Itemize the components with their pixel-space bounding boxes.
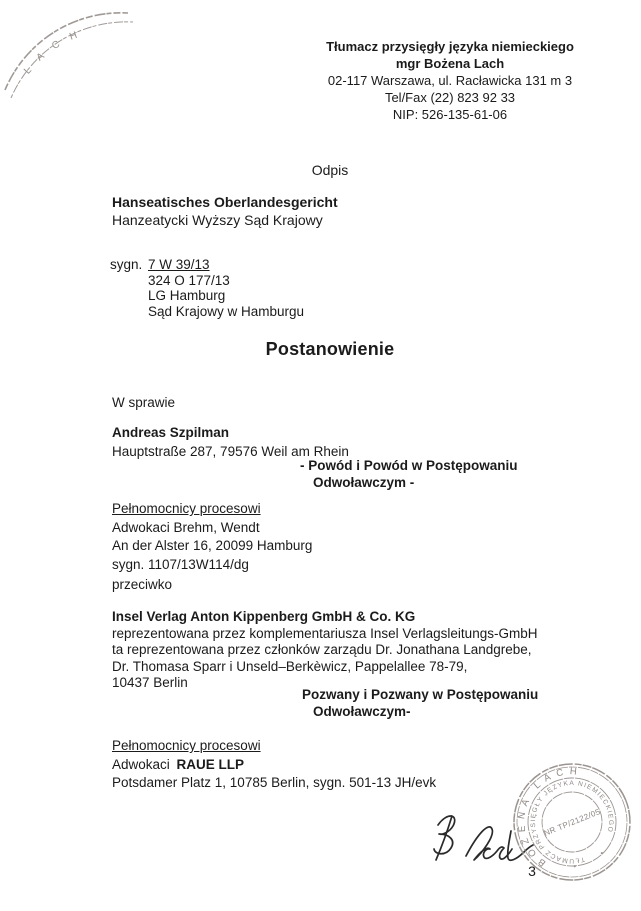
signature-stroke-b2 <box>434 816 455 854</box>
translator-name: mgr Bożena Lach <box>395 56 505 71</box>
plaintiff-counsel-block <box>112 500 312 574</box>
defendant-counsel-firm: RAUE LLP <box>176 756 245 772</box>
corner-stamp-text: LACH <box>22 25 91 77</box>
plaintiff-block <box>112 424 349 461</box>
defendant-role-line2: Odwoławczym- <box>313 703 411 719</box>
defendant-city: 10437 Berlin <box>112 675 188 690</box>
stamp-dot-right <box>600 852 603 855</box>
translator-title: Tłumacz przysięgły języka niemieckiego <box>326 39 574 54</box>
plaintiff-role <box>300 458 518 491</box>
round-stamp-inner-text: TŁUMACZ PRZYSIĘGŁY JĘZYKA NIEMIECKIEGO <box>529 779 615 865</box>
plaintiff-counsel-name: Adwokaci Brehm, Wendt <box>112 519 260 535</box>
stamp-dot-left <box>573 865 576 868</box>
plaintiff-role-line1: - Powód i Powód w Postępowaniu <box>300 458 518 473</box>
plaintiff-address: Hauptstraße 287, 79576 Weil am Rhein <box>112 443 349 459</box>
defendant-counsel-address: Potsdamer Platz 1, 10785 Berlin, sygn. 501-13 JH/evk <box>112 775 437 790</box>
defendant-block <box>112 609 537 692</box>
court-name-polish: Hanzeatycki Wyższy Sąd Krajowy <box>112 212 323 228</box>
case-reference-2: 324 O 177/13 <box>148 272 230 288</box>
translator-nip: NIP: 526-135-61-06 <box>392 107 508 122</box>
case-reference-3: LG Hamburg <box>148 288 226 303</box>
defendant-rep-line2: ta reprezentowana przez członków zarządu Dr. Jonathana Landgrebe, <box>112 642 532 657</box>
page-number: 3 <box>528 863 536 879</box>
plaintiff-counsel-ref: sygn. 1107/13W114/dg <box>112 556 249 572</box>
corner-stamp <box>2 4 137 104</box>
defendant-rep-line1: reprezentowana przez komplementariusza Insel Verlagsleitungs-GmbH <box>112 625 538 641</box>
round-stamp-center-text: NR TP/2122/05 <box>542 807 602 838</box>
court-name-german: Hanseatisches Oberlandesgericht <box>112 194 338 210</box>
defendant-role-line1: Pozwany i Pozwany w Postępowaniu <box>302 687 539 702</box>
defendant-rep-line3: Dr. Thomasa Sparr i Unseld–Berkèwicz, Pappelallee 78-79, <box>112 658 468 674</box>
document-title: Postanowienie <box>265 339 395 359</box>
case-reference-label: sygn. <box>110 257 143 272</box>
court-block <box>112 193 338 229</box>
svg-text:LACH <box>22 26 90 77</box>
defendant-name: Insel Verlag Anton Kippenberg GmbH & Co. KG <box>112 609 416 624</box>
round-stamp-outer-text: BOŻENA LACH <box>516 765 584 869</box>
translator-header <box>300 38 600 123</box>
plaintiff-counsel-heading: Pełnomocnicy procesowi <box>112 501 261 516</box>
case-reference-block <box>110 257 304 319</box>
defendant-counsel-block <box>112 737 436 793</box>
translator-phone: Tel/Fax (22) 823 92 33 <box>384 90 516 105</box>
plaintiff-name: Andreas Szpilman <box>112 425 230 440</box>
defendant-role <box>302 687 538 720</box>
copy-label: Odpis <box>311 162 349 178</box>
defendant-counsel-prefix: Adwokaci <box>112 756 170 772</box>
case-reference-4: Sąd Krajowy w Hamburgu <box>148 303 305 319</box>
translator-address: 02-117 Warszawa, ul. Racławicka 131 m 3 <box>327 73 573 88</box>
in-case-label: W sprawie <box>112 395 176 410</box>
versus-label: przeciwko <box>112 577 173 592</box>
plaintiff-role-line2: Odwoławczym - <box>313 474 415 490</box>
case-reference-main: 7 W 39/13 <box>148 257 210 272</box>
corner-stamp-outer-arc <box>5 13 128 90</box>
plaintiff-counsel-address: An der Alster 16, 20099 Hamburg <box>112 538 313 553</box>
defendant-counsel-heading: Pełnomocnicy procesowi <box>112 738 261 753</box>
